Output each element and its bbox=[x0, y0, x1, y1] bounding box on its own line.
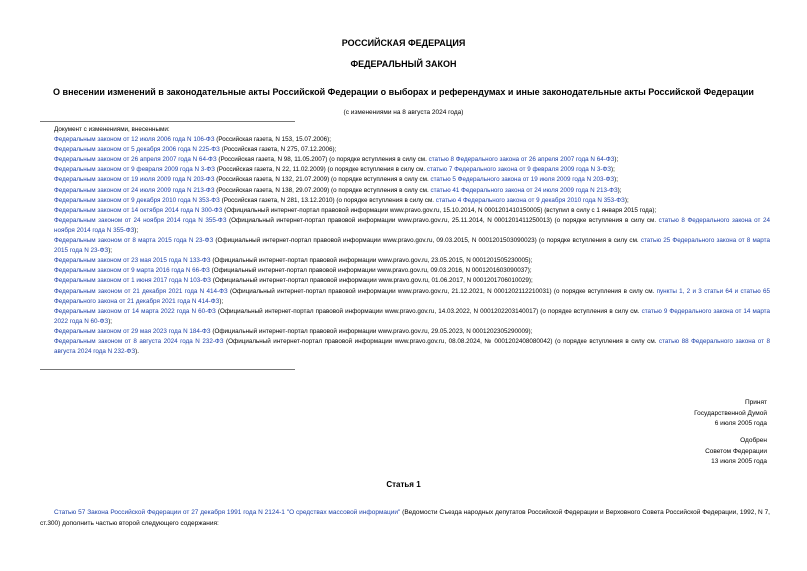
change-law-link[interactable]: Федеральным законом от 5 декабря 2006 года N 225-ФЗ bbox=[54, 146, 220, 154]
subtitle-revision-date: (с изменениями на 8 августа 2024 года) bbox=[343, 109, 464, 116]
change-item bbox=[40, 307, 770, 327]
change-law-link[interactable]: Федеральным законом от 29 мая 2023 года N 184-ФЗ bbox=[54, 327, 211, 335]
change-item bbox=[40, 327, 770, 337]
change-details: (Российская газета, N 98, 11.05.2007) (о порядке вступления в силу см. bbox=[216, 156, 429, 164]
article-text: (Ведомости Съезда народных депутатов Российской Федерации и Верховного Совета Российской Федерации, 1992, N 7, ст.300) дополнить частью второй следующего содержания: bbox=[40, 509, 770, 527]
change-details: (Российская газета, N 275, 07.12.2006); bbox=[219, 146, 337, 154]
change-law-link[interactable]: Федеральным законом от 8 марта 2015 года N 23-ФЗ bbox=[54, 237, 214, 245]
change-details: (Официальный интернет-портал правовой информации www.pravo.gov.ru, 09.03.2015, N 0001201503090023) (о порядке вступления в силу см. bbox=[213, 237, 641, 245]
change-details: (Российская газета, N 281, 13.12.2010) (о порядке вступления в силу см. bbox=[219, 196, 436, 204]
change-item bbox=[40, 236, 770, 256]
change-item bbox=[40, 287, 770, 307]
changes-heading: Документ с изменениями, внесенными: bbox=[54, 126, 170, 133]
change-article-link[interactable]: статью 7 Федерального закона от 9 февраля 2009 года N 3-ФЗ bbox=[426, 166, 612, 174]
change-tail: ); bbox=[219, 297, 224, 305]
changes-list bbox=[40, 125, 770, 357]
change-details: (Российская газета, N 138, 29.07.2009) (о порядке вступления в силу см. bbox=[214, 186, 431, 194]
change-article-link[interactable]: статью 9 Федерального закона от 14 марта 2022 года N 60-ФЗ bbox=[54, 307, 771, 325]
change-tail: ); bbox=[614, 156, 619, 164]
title-country: РОССИЙСКАЯ ФЕДЕРАЦИЯ bbox=[341, 38, 466, 48]
bottom-divider bbox=[40, 369, 295, 370]
change-item bbox=[40, 155, 770, 165]
change-tail: ); bbox=[108, 247, 113, 255]
change-item bbox=[40, 145, 770, 155]
change-item bbox=[40, 216, 770, 236]
change-item bbox=[40, 196, 770, 206]
title-main: О внесении изменений в законодательные акты Российской Федерации о выборах и референдумах и иные законодательные акты Российской Федерации bbox=[53, 87, 754, 97]
change-law-link[interactable]: Федеральным законом от 14 октября 2014 года N 300-ФЗ bbox=[54, 206, 223, 214]
article-law-link[interactable]: Статью 57 Закона Российской Федерации от 27 декабря 1991 года N 2124-1 "О средствах массовой информации" bbox=[54, 509, 401, 516]
change-law-link[interactable]: Федеральным законом от 24 июля 2009 года N 213-ФЗ bbox=[54, 186, 215, 194]
change-details: (Официальный интернет-портал правовой информации www.pravo.gov.ru, 25.11.2014, N 0001201411250013) (о порядке вступления в силу см. bbox=[226, 216, 659, 224]
change-law-link[interactable]: Федеральным законом от 14 марта 2022 года N 60-ФЗ bbox=[54, 307, 216, 315]
adopted-line-2: Государственной Думой bbox=[694, 409, 767, 417]
approved-line-3: 13 июля 2005 года bbox=[711, 458, 767, 465]
title-law-type: ФЕДЕРАЛЬНЫЙ ЗАКОН bbox=[350, 59, 457, 69]
change-tail: ); bbox=[617, 186, 622, 194]
change-item bbox=[40, 276, 770, 286]
change-article-link[interactable]: статью 5 Федерального закона от 19 июля 2009 года N 203-ФЗ bbox=[430, 176, 615, 184]
adopted-block bbox=[694, 398, 767, 430]
change-article-link[interactable]: статью 41 Федерального закона от 24 июля 2009 года N 213-ФЗ bbox=[430, 186, 618, 194]
change-tail: ); bbox=[134, 226, 139, 234]
change-article-link[interactable]: статью 88 Федерального закона от 8 августа 2024 года N 232-ФЗ bbox=[54, 337, 770, 356]
change-item bbox=[40, 266, 770, 276]
change-article-link[interactable]: статью 4 Федерального закона от 9 декабря 2010 года N 353-ФЗ bbox=[435, 196, 625, 204]
change-details: (Официальный интернет-портал правовой информации www.pravo.gov.ru, 29.05.2023, N 0001202305290009); bbox=[210, 327, 533, 335]
article-heading: Статья 1 bbox=[386, 480, 421, 489]
change-law-link[interactable]: Федеральным законом от 26 апреля 2007 года N 64-ФЗ bbox=[54, 156, 217, 164]
change-law-link[interactable]: Федеральным законом от 1 июня 2017 года N 103-ФЗ bbox=[54, 277, 211, 285]
change-details: (Официальный интернет-портал правовой информации www.pravo.gov.ru, 09.03.2016, N 0001201603090037); bbox=[209, 267, 532, 275]
change-law-link[interactable]: Федеральным законом от 24 ноября 2014 года N 355-ФЗ bbox=[54, 216, 227, 224]
adopted-line-3: 6 июля 2005 года bbox=[714, 420, 767, 427]
change-details: (Официальный интернет-портал правовой информации www.pravo.gov.ru, 08.08.2024, № 0001202408080042) (о порядке вступления в силу см. bbox=[223, 337, 659, 345]
change-details: (Российская газета, N 153, 15.07.2006); bbox=[214, 136, 332, 144]
change-item bbox=[40, 165, 770, 175]
change-details: (Российская газета, N 132, 21.07.2009) (о порядке вступления в силу см. bbox=[214, 176, 431, 184]
change-item bbox=[40, 206, 770, 216]
change-law-link[interactable]: Федеральным законом от 9 марта 2016 года N 66-ФЗ bbox=[54, 267, 210, 275]
change-details: (Российская газета, N 22, 11.02.2009) (о порядке вступления в силу см. bbox=[214, 166, 427, 174]
change-tail: ); bbox=[624, 196, 629, 204]
change-law-link[interactable]: Федеральным законом от 12 июля 2006 года N 106-ФЗ bbox=[54, 136, 215, 144]
top-divider bbox=[40, 121, 295, 122]
change-article-link[interactable]: пункты 1, 2 и 3 статьи 64 и статью 65 Федерального закона от 21 декабря 2021 года N 414-ФЗ bbox=[54, 287, 770, 305]
change-details: (Официальный интернет-портал правовой информации www.pravo.gov.ru, 14.03.2022, N 0001202203140017) (о порядке вступления в силу см. bbox=[215, 307, 642, 315]
change-item bbox=[40, 337, 770, 357]
article-paragraph bbox=[40, 508, 770, 529]
change-tail: ); bbox=[611, 166, 615, 174]
change-item bbox=[40, 186, 770, 196]
change-article-link[interactable]: статью 8 Федерального закона от 26 апреля 2007 года N 64-ФЗ bbox=[428, 156, 615, 164]
change-details: (Официальный интернет-портал правовой информации www.pravo.gov.ru, 21.12.2021, N 0001202112210031) (о порядке вступления в силу см. bbox=[227, 287, 657, 295]
change-details: (Официальный интернет-портал правовой информации www.pravo.gov.ru, 23.05.2015, N 0001201505230005); bbox=[210, 257, 533, 265]
adopted-line-1: Принят bbox=[744, 399, 767, 406]
change-tail: ); bbox=[614, 176, 619, 184]
change-article-link[interactable]: статью 8 Федерального закона от 24 ноября 2014 года N 355-ФЗ bbox=[54, 216, 770, 234]
change-law-link[interactable]: Федеральным законом от 19 июля 2009 года N 203-ФЗ bbox=[54, 176, 215, 184]
change-law-link[interactable]: Федеральным законом от 21 декабря 2021 года N 414-ФЗ bbox=[54, 287, 228, 295]
change-item bbox=[40, 135, 770, 145]
change-law-link[interactable]: Федеральным законом от 8 августа 2024 года N 232-ФЗ bbox=[54, 337, 224, 345]
change-details: (Официальный интернет-портал правовой информации www.pravo.gov.ru, 01.06.2017, N 0001201706010029); bbox=[210, 277, 533, 285]
change-article-link[interactable]: статью 25 Федерального закона от 8 марта 2015 года N 23-ФЗ bbox=[54, 237, 770, 255]
changes-items bbox=[40, 135, 770, 357]
approved-line-2: Советом Федерации bbox=[705, 447, 767, 455]
change-details: (Официальный интернет-портал правовой информации www.pravo.gov.ru, 15.10.2014, N 0001201410150005) (вступил в силу с 1 января 2015 года); bbox=[222, 206, 657, 214]
approved-line-1: Одобрен bbox=[740, 437, 767, 444]
change-tail: ); bbox=[108, 317, 113, 325]
approved-block bbox=[705, 436, 767, 468]
change-item bbox=[40, 256, 770, 266]
change-item bbox=[40, 175, 770, 185]
change-law-link[interactable]: Федеральным законом от 9 февраля 2009 года N 3-ФЗ bbox=[54, 166, 215, 174]
change-law-link[interactable]: Федеральным законом от 9 декабря 2010 года N 353-ФЗ bbox=[54, 196, 220, 204]
change-law-link[interactable]: Федеральным законом от 23 мая 2015 года N 133-ФЗ bbox=[54, 257, 211, 265]
change-tail: ). bbox=[135, 348, 139, 356]
